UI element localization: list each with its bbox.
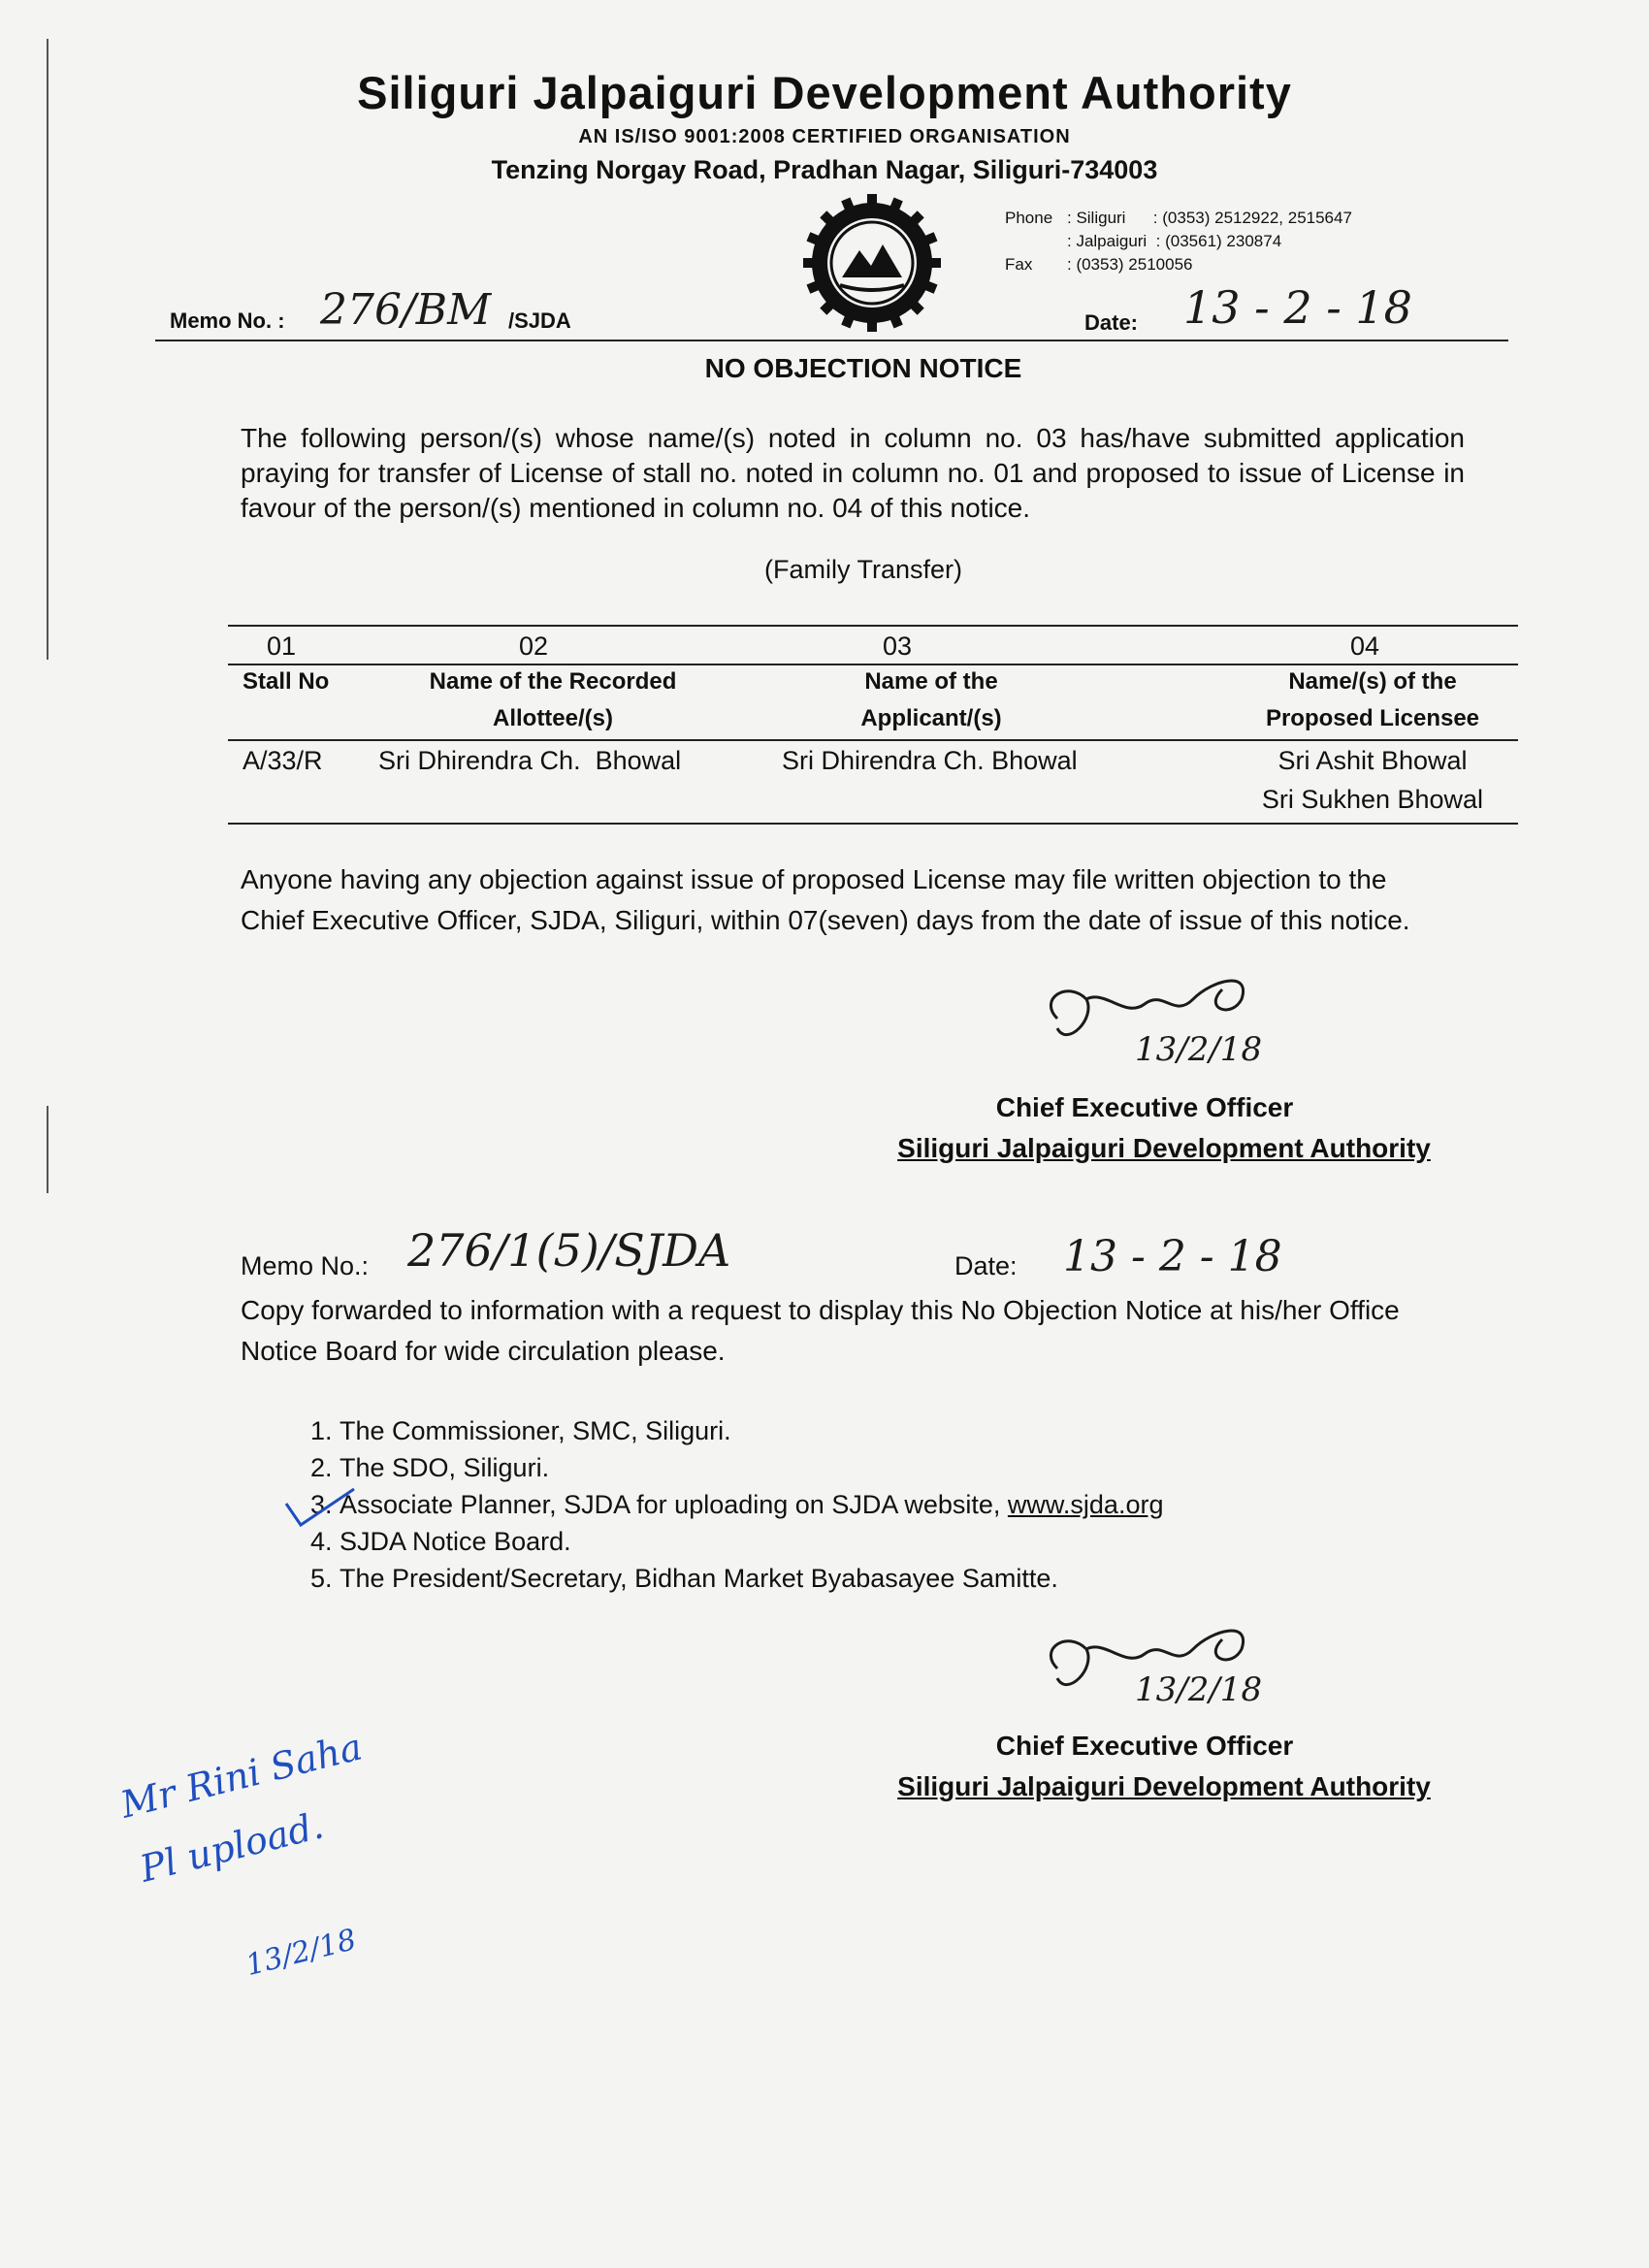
objection-text: Anyone having any objection against issue of proposed License may file written objection to the Chief Executive Officer, SJDA, Siliguri, within 07(seven) days from the date of issue of this notice. xyxy=(241,864,1410,935)
recipient-item-text: Associate Planner, SJDA for uploading on SJDA website, xyxy=(340,1490,1008,1519)
cell-licensee-2: Sri Sukhen Bhowal xyxy=(1261,785,1484,814)
memo-label: Memo No. : xyxy=(170,308,285,333)
signature-1-title: Chief Executive Officer xyxy=(995,1092,1294,1122)
signature-2-date: 13/2/18 xyxy=(1135,1670,1263,1709)
sjda-emblem-icon xyxy=(803,194,941,332)
date-handwritten: 13 - 2 - 18 xyxy=(1183,281,1412,334)
table-bottom-rule xyxy=(228,823,1518,825)
fax-label: Fax xyxy=(1005,255,1033,274)
notice-body: The following person/(s) whose name/(s) noted in column no. 03 has/have submitted application praying for transfer of License of stall no. noted in column no. 01 and proposed to issue of License in favour of the person/(s) mentioned in column no. 04 of this notice. xyxy=(241,423,1465,523)
blue-tick-icon xyxy=(281,1484,359,1533)
header-applicant: Name of the Applicant/(s) xyxy=(860,668,1002,731)
col-number-2: 02 xyxy=(519,632,549,661)
scan-margin-line xyxy=(47,39,48,660)
copy-date-label: Date: xyxy=(954,1251,1018,1280)
annotation-line-2: Pl upload. xyxy=(136,1803,328,1891)
col-number-3: 03 xyxy=(883,632,913,661)
signature-2-org: Siliguri Jalpaiguri Development Authority xyxy=(897,1771,1431,1801)
signature-1-org: Siliguri Jalpaiguri Development Authority xyxy=(897,1133,1431,1163)
recipient-item: 2. The SDO, Siliguri. xyxy=(340,1449,1562,1486)
sjda-website-link[interactable]: www.sjda.org xyxy=(1007,1490,1164,1519)
copy-memo-handwritten: 276/1(5)/SJDA xyxy=(407,1224,731,1277)
copy-date-handwritten: 13 - 2 - 18 xyxy=(1063,1232,1282,1281)
copy-text: Copy forwarded to information with a request to display this No Objection Notice at his/her Office Notice Board for wide circulation please. xyxy=(241,1295,1400,1366)
notice-title: NO OBJECTION NOTICE xyxy=(704,353,1022,383)
cell-applicant: Sri Dhirendra Ch. Bhowal xyxy=(782,746,1078,775)
col-number-1: 01 xyxy=(267,632,297,661)
header-stall-no: Stall No xyxy=(242,668,330,695)
phone-siliguri: : Siliguri : (0353) 2512922, 2515647 xyxy=(1067,209,1352,227)
recipient-item: 5. The President/Secretary, Bidhan Market Byabasayee Samitte. xyxy=(340,1560,1562,1597)
org-name: Siliguri Jalpaiguri Development Authority xyxy=(357,67,1292,118)
address: Tenzing Norgay Road, Pradhan Nagar, Siliguri-734003 xyxy=(491,155,1158,184)
signature-1-scribble xyxy=(1028,960,1339,1096)
annotation-line-3: 13/2/18 xyxy=(242,1923,360,1983)
memo-number-handwritten: 276/BM xyxy=(320,285,492,335)
header-rule xyxy=(155,340,1508,341)
signature-1-date: 13/2/18 xyxy=(1135,1030,1263,1069)
recipient-list xyxy=(301,1412,1562,1597)
cell-allottee: Sri Dhirendra Ch. Bhowal xyxy=(378,746,682,775)
date-label: Date: xyxy=(1084,310,1139,335)
cell-licensee-1: Sri Ashit Bhowal xyxy=(1277,746,1468,775)
table-top-rule xyxy=(228,625,1518,627)
memo-suffix: /SJDA xyxy=(508,308,571,333)
header-licensee: Name/(s) of the Proposed Licensee xyxy=(1265,668,1480,731)
recipient-item xyxy=(340,1486,1562,1523)
col-number-4: 04 xyxy=(1350,632,1380,661)
annotation-line-1: Mr Rini Saha xyxy=(116,1725,367,1827)
fax-number: : (0353) 2510056 xyxy=(1067,255,1193,274)
signature-2-title: Chief Executive Officer xyxy=(995,1731,1294,1761)
notice-subtitle: (Family Transfer) xyxy=(763,555,963,584)
copy-memo-label: Memo No.: xyxy=(241,1251,370,1280)
recipient-item: 1. The Commissioner, SMC, Siliguri. xyxy=(340,1412,1562,1449)
recipient-item: 4. SJDA Notice Board. xyxy=(340,1523,1562,1560)
certification: AN IS/ISO 9001:2008 CERTIFIED ORGANISATION xyxy=(578,126,1071,147)
scan-margin-line xyxy=(47,1106,48,1193)
phone-label: Phone xyxy=(1005,209,1053,227)
cell-stall: A/33/R xyxy=(242,746,323,775)
phone-jalpaiguri: : Jalpaiguri : (03561) 230874 xyxy=(1067,232,1282,250)
header-allottee: Name of the Recorded Allottee/(s) xyxy=(429,668,677,731)
